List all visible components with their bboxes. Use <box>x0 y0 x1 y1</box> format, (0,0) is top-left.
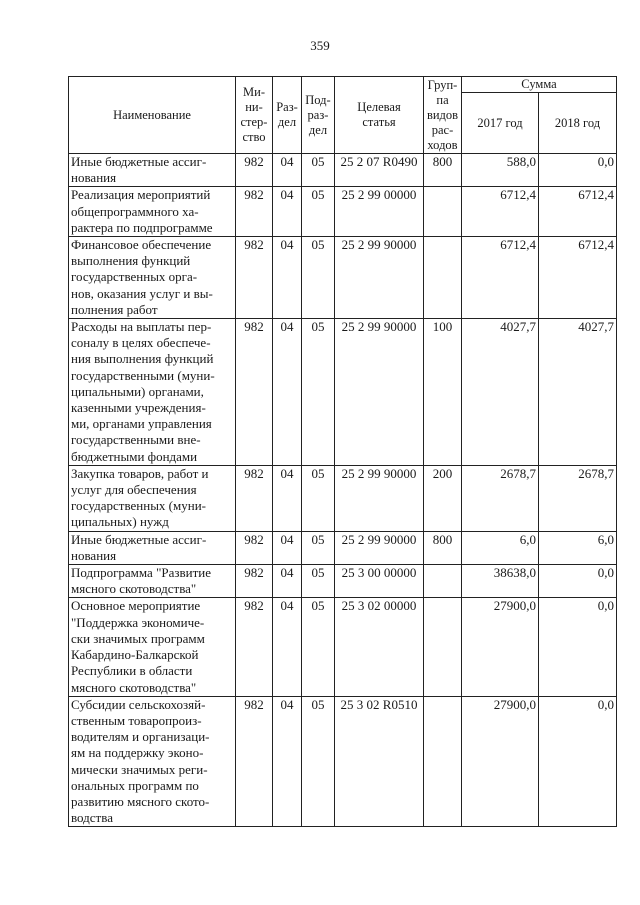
row-section: 04 <box>273 465 302 531</box>
header-section: Раз- дел <box>273 77 302 154</box>
row-expense-group: 800 <box>424 154 462 187</box>
row-expense-group: 800 <box>424 531 462 564</box>
row-ministry: 982 <box>236 565 273 598</box>
header-year-2017: 2017 год <box>462 93 539 154</box>
row-section: 04 <box>273 237 302 319</box>
row-sum-2018: 0,0 <box>539 696 617 827</box>
header-target-article: Целевая статья <box>335 77 424 154</box>
row-name: Субсидии сельскохозяй- ственным товаропроиз- водителям и организаци- ям на поддержку эконо- мически значимых реги- ональных программ по развитию мясного ското- водства <box>69 696 236 827</box>
row-section: 04 <box>273 187 302 237</box>
row-target-article: 25 2 99 90000 <box>335 319 424 466</box>
row-sum-2018: 2678,7 <box>539 465 617 531</box>
row-section: 04 <box>273 598 302 696</box>
row-expense-group: 100 <box>424 319 462 466</box>
row-subsection: 05 <box>302 187 335 237</box>
row-expense-group <box>424 565 462 598</box>
row-sum-2018: 6712,4 <box>539 187 617 237</box>
table-row <box>69 531 617 564</box>
row-name: Основное мероприятие "Поддержка экономиче- ски значимых программ Кабардино-Балкарской Республики в области мясного скотоводства" <box>69 598 236 696</box>
row-expense-group <box>424 187 462 237</box>
row-name: Расходы на выплаты пер- соналу в целях обеспече- ния выполнения функций государственными (муни- ципальными) органами, казенными учреждения- ми, органами управления государственными вне- бюджетными фондами <box>69 319 236 466</box>
table-row <box>69 154 617 187</box>
row-sum-2017: 4027,7 <box>462 319 539 466</box>
header-subsection: Под- раз- дел <box>302 77 335 154</box>
row-target-article: 25 2 99 90000 <box>335 465 424 531</box>
header-sum: Сумма <box>462 77 617 93</box>
row-ministry: 982 <box>236 465 273 531</box>
row-expense-group <box>424 598 462 696</box>
row-ministry: 982 <box>236 187 273 237</box>
row-section: 04 <box>273 319 302 466</box>
table-row <box>69 187 617 237</box>
row-sum-2018: 0,0 <box>539 565 617 598</box>
row-sum-2018: 6712,4 <box>539 237 617 319</box>
row-target-article: 25 2 07 R0490 <box>335 154 424 187</box>
row-ministry: 982 <box>236 696 273 827</box>
row-subsection: 05 <box>302 531 335 564</box>
row-sum-2017: 6,0 <box>462 531 539 564</box>
table-row <box>69 696 617 827</box>
row-sum-2017: 588,0 <box>462 154 539 187</box>
row-subsection: 05 <box>302 319 335 466</box>
row-sum-2017: 6712,4 <box>462 237 539 319</box>
row-name: Финансовое обеспечение выполнения функций государственных орга- нов, оказания услуг и вы- полнения работ <box>69 237 236 319</box>
row-subsection: 05 <box>302 237 335 319</box>
row-target-article: 25 3 02 R0510 <box>335 696 424 827</box>
table-row <box>69 237 617 319</box>
row-name: Иные бюджетные ассиг- нования <box>69 531 236 564</box>
row-sum-2018: 0,0 <box>539 154 617 187</box>
row-sum-2018: 6,0 <box>539 531 617 564</box>
row-ministry: 982 <box>236 319 273 466</box>
row-section: 04 <box>273 154 302 187</box>
row-name: Подпрограмма "Развитие мясного скотоводства" <box>69 565 236 598</box>
row-subsection: 05 <box>302 565 335 598</box>
header-row-1 <box>69 77 617 93</box>
row-subsection: 05 <box>302 465 335 531</box>
row-sum-2017: 27900,0 <box>462 598 539 696</box>
row-target-article: 25 2 99 90000 <box>335 237 424 319</box>
row-name: Закупка товаров, работ и услуг для обеспечения государственных (муни- ципальных) нужд <box>69 465 236 531</box>
row-target-article: 25 2 99 90000 <box>335 531 424 564</box>
row-ministry: 982 <box>236 531 273 564</box>
row-sum-2017: 27900,0 <box>462 696 539 827</box>
row-expense-group <box>424 696 462 827</box>
table-row <box>69 565 617 598</box>
header-year-2018: 2018 год <box>539 93 617 154</box>
header-expense-group: Груп- па видов рас- ходов <box>424 77 462 154</box>
budget-table <box>68 76 617 827</box>
row-sum-2018: 0,0 <box>539 598 617 696</box>
row-subsection: 05 <box>302 696 335 827</box>
table-row <box>69 319 617 466</box>
table-row <box>69 465 617 531</box>
row-ministry: 982 <box>236 598 273 696</box>
row-section: 04 <box>273 531 302 564</box>
page-number: 359 <box>310 38 330 53</box>
row-target-article: 25 2 99 00000 <box>335 187 424 237</box>
row-sum-2018: 4027,7 <box>539 319 617 466</box>
header-ministry: Ми- ни- стер- ство <box>236 77 273 154</box>
row-section: 04 <box>273 565 302 598</box>
row-section: 04 <box>273 696 302 827</box>
row-name: Реализация мероприятий общепрограммного ха- рактера по подпрограмме <box>69 187 236 237</box>
row-target-article: 25 3 00 00000 <box>335 565 424 598</box>
row-subsection: 05 <box>302 154 335 187</box>
row-name: Иные бюджетные ассиг- нования <box>69 154 236 187</box>
row-ministry: 982 <box>236 154 273 187</box>
row-sum-2017: 6712,4 <box>462 187 539 237</box>
row-subsection: 05 <box>302 598 335 696</box>
row-target-article: 25 3 02 00000 <box>335 598 424 696</box>
row-expense-group: 200 <box>424 465 462 531</box>
row-expense-group <box>424 237 462 319</box>
row-sum-2017: 2678,7 <box>462 465 539 531</box>
table-row <box>69 598 617 696</box>
row-sum-2017: 38638,0 <box>462 565 539 598</box>
header-name: Наименование <box>69 77 236 154</box>
row-ministry: 982 <box>236 237 273 319</box>
